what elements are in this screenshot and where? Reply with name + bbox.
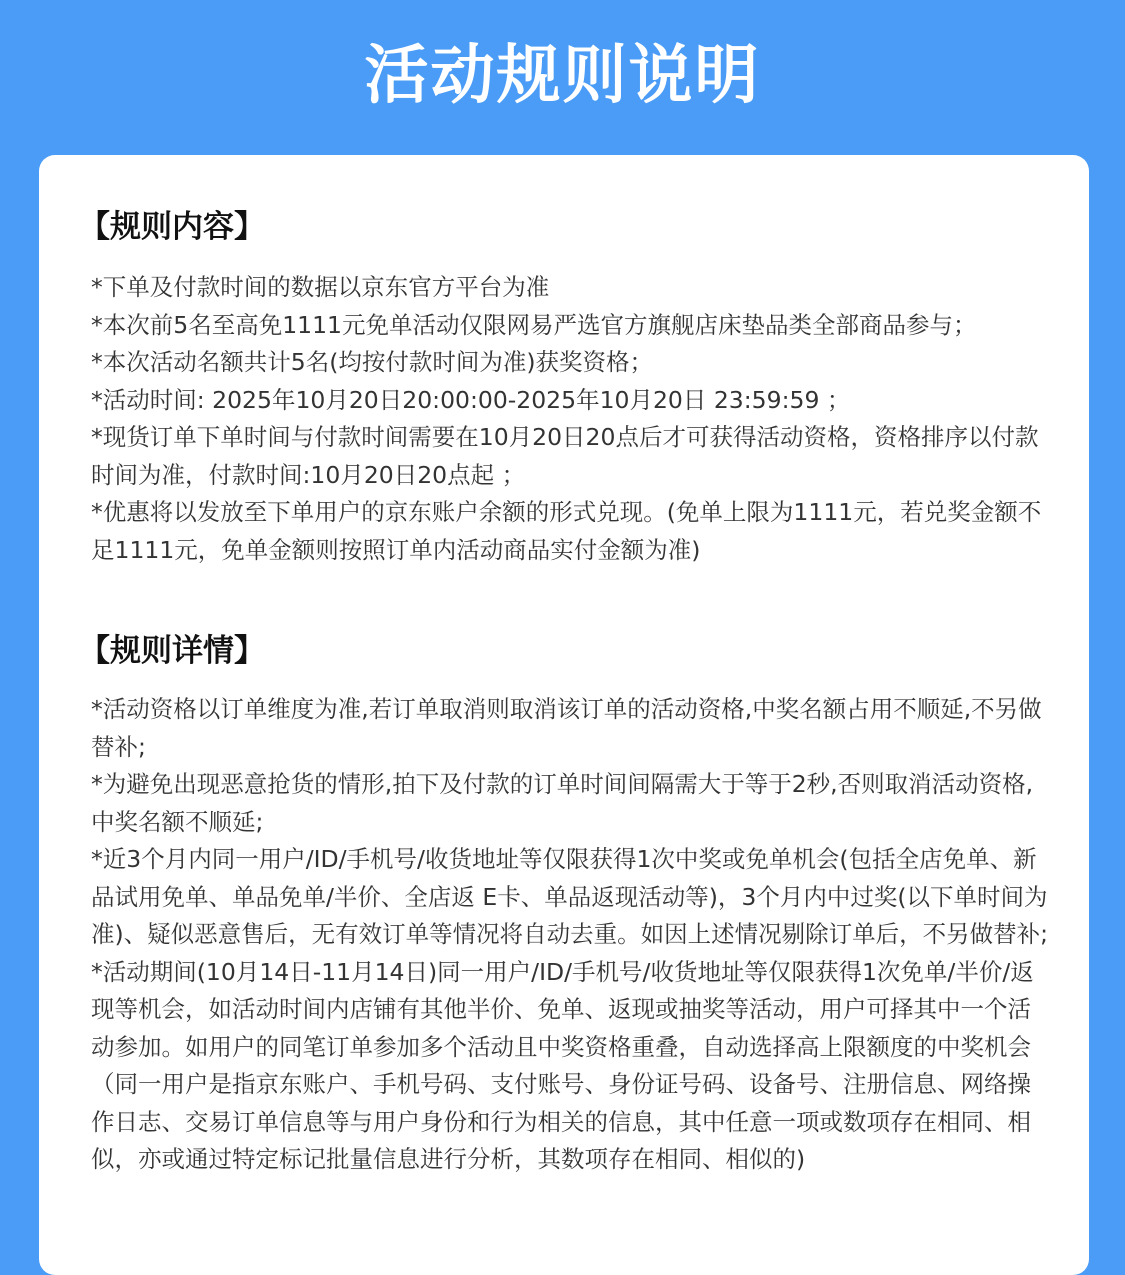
rule-content-item: *活动时间: 2025年10月20日20:00:00-2025年10月20日 23:59:59 ； [91,385,851,414]
rule-detail-list [91,691,1049,1179]
rule-detail-item: *活动期间(10月14日-11月14日)同一用户/ID/手机号/收货地址等仅限获得1次免单/半价/返现等机会，如活动时间内店铺有其他半价、免单、返现或抽奖等活动，用户可择其中一个活动参加。如用户的同笔订单参加多个活动且中奖资格重叠，自动选择高上限额度的中奖机会 （同一用户是指京东账户、手机号码、支付账号、身份证号码、设备号、注册信息、网络操作日志、交易订单信息等与用户身份和行为相关的信息，其中任意一项或数项存在相同、相似，亦或通过特定标记批量信息进行分析，其数项存在相同、相似的) [91,957,1034,1173]
rule-content-item: *本次活动名额共计5名(均按付款时间为准)获奖资格； [91,348,654,376]
rule-detail-item: *活动资格以订单维度为准,若订单取消则取消该订单的活动资格,中奖名额占用不顺延,不另做替补; [91,695,1042,761]
rule-content-item: *下单及付款时间的数据以京东官方平台为准 [91,273,550,301]
rule-content-item: *优惠将以发放至下单用户的京东账户余额的形式兑现。(免单上限为1111元，若兑奖金额不足1111元，免单金额则按照订单内活动商品实付金额为准) [91,498,1042,564]
rule-detail-item: *为避免出现恶意抢货的情形,拍下及付款的订单时间间隔需大于等于2秒,否则取消活动资格,中奖名额不顺延; [91,770,1034,836]
rule-detail-item: *近3个月内同一用户/ID/手机号/收货地址等仅限获得1次中奖或免单机会(包括全店免单、新品试用免单、单品免单/半价、全店返 E卡、单品返现活动等)，3个月内中过奖(以下单时间为准)、疑似恶意售后，无有效订单等情况将自动去重。如因上述情况剔除订单后，不另做替补; [91,845,1049,948]
rule-detail-section [79,629,1049,1179]
rule-content-section [79,205,1049,569]
rule-content-item: *本次前5名至高免1111元免单活动仅限网易严选官方旗舰店床垫品类全部商品参与； [91,310,977,339]
rule-content-list [91,269,1049,569]
rules-card [39,155,1089,1275]
rule-detail-heading: 【规则详情】 [79,633,265,669]
rule-content-heading: 【规则内容】 [79,209,265,245]
rule-content-item: *现货订单下单时间与付款时间需要在10月20日20点后才可获得活动资格，资格排序以付款时间为准，付款时间:10月20日20点起 ； [91,423,1039,489]
page-title: 活动规则说明 [364,39,761,113]
